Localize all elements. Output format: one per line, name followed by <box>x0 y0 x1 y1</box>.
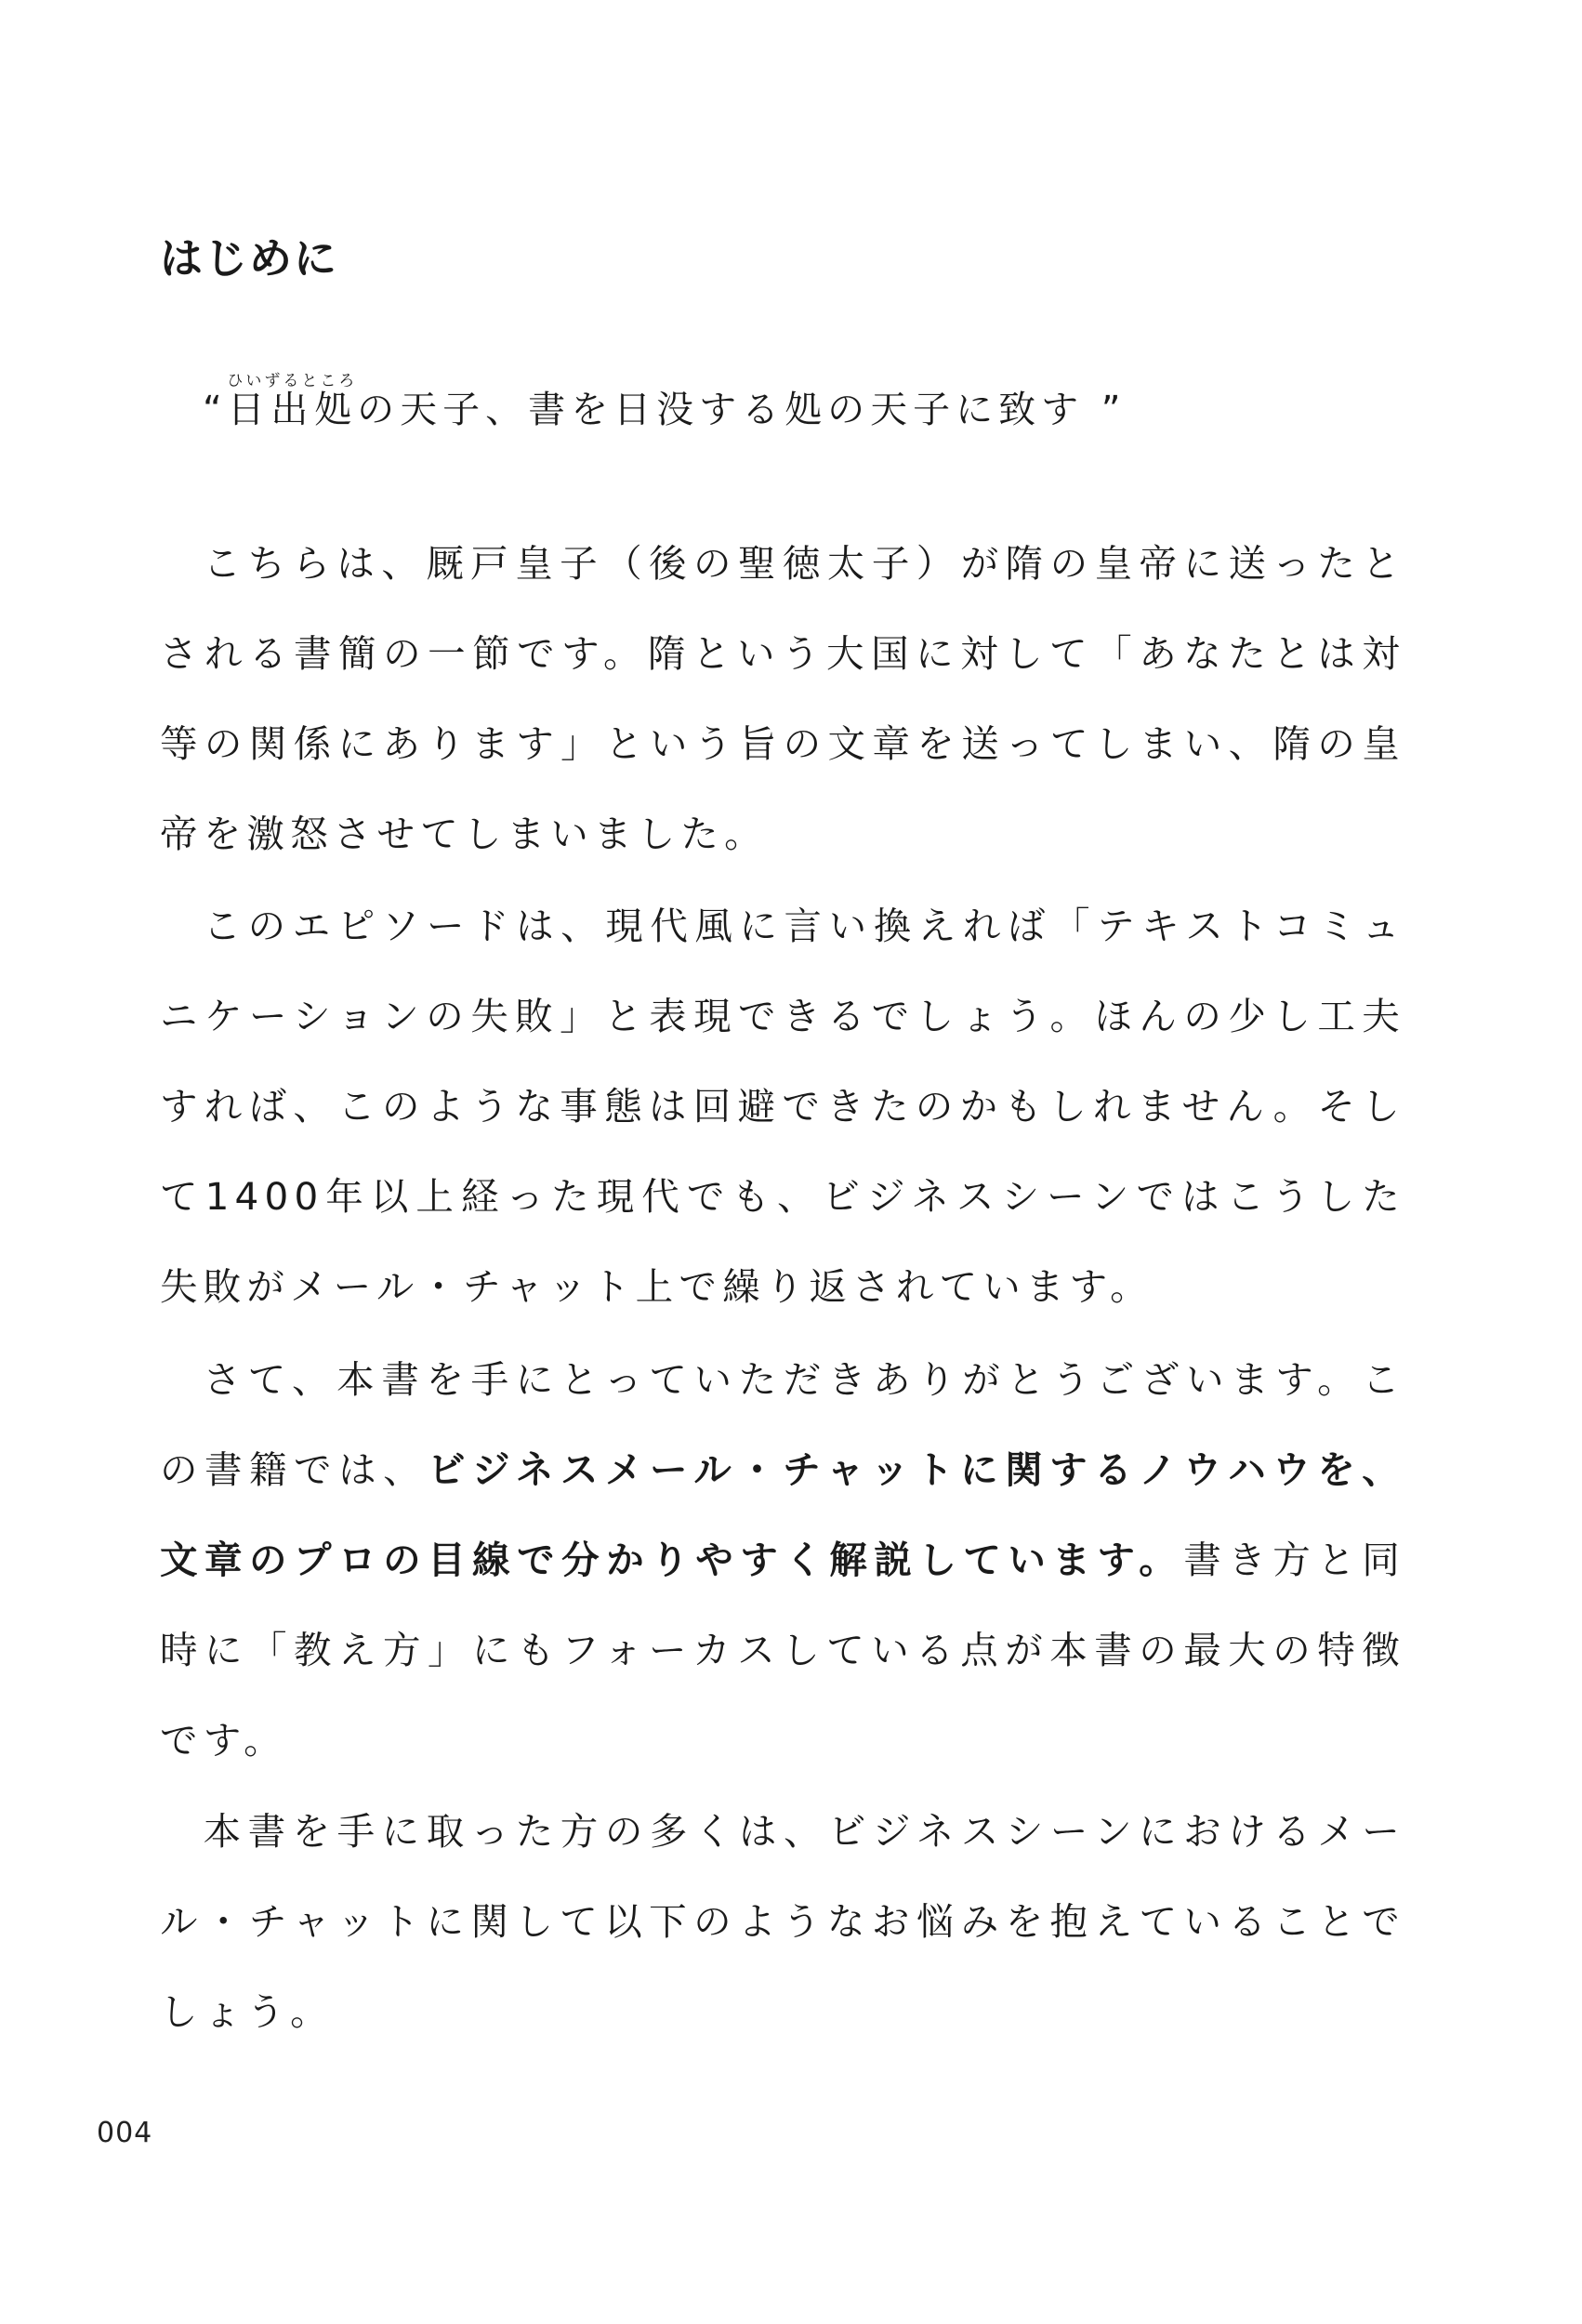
page-heading: はじめに <box>160 233 338 284</box>
quote-ruby-reading: ひいずるところ <box>227 372 358 390</box>
quote-ruby-base: 日出処 <box>227 389 358 431</box>
paragraph-3-emphasis: ビジネスメール・チャットに関するノウハウを、文章のプロの目線で分かりやすく解説しています。 <box>160 1447 1405 1582</box>
paragraph-2: このエピソードは、現代風に言い換えれば「テキストコミュニケーションの失敗」と表現できるでしょう。ほんの少し工夫すれば、このような事態は回避できたのかもしれません。そして1400年以上経った現代でも、ビジネスシーンではこうした失敗がメール・チャット上で繰り返されています。 <box>160 904 1405 1309</box>
quote-close-mark: ” <box>1101 389 1127 431</box>
paragraph-3-intro: さて、本書を手にとっていただきありがとうございます。この書籍では、 <box>160 1357 1405 1492</box>
page-number: 004 <box>97 2117 153 2149</box>
paragraph-4: 本書を手に取った方の多くは、ビジネスシーンにおけるメール・チャットに関して以下のようなお悩みを抱えていることでしょう。 <box>160 1809 1405 2034</box>
opening-quote <box>203 372 1127 429</box>
quote-open-mark: “ <box>203 389 228 431</box>
paragraph-3-outro: 書き方と同時に「教え方」にもフォーカスしている点が本書の最大の特徴です。 <box>160 1538 1405 1763</box>
paragraph-1: こちらは、厩戸皇子（後の聖徳太子）が隋の皇帝に送ったとされる書簡の一節です。隋という大国に対して「あなたとは対等の関係にあります」という旨の文章を送ってしまい、隋の皇帝を激怒させてしまいました。 <box>160 541 1405 856</box>
quote-text: の天子、書を日没する処の天子に致す <box>357 389 1085 431</box>
quote-ruby <box>227 372 358 431</box>
paragraph-3 <box>160 1335 1405 1786</box>
